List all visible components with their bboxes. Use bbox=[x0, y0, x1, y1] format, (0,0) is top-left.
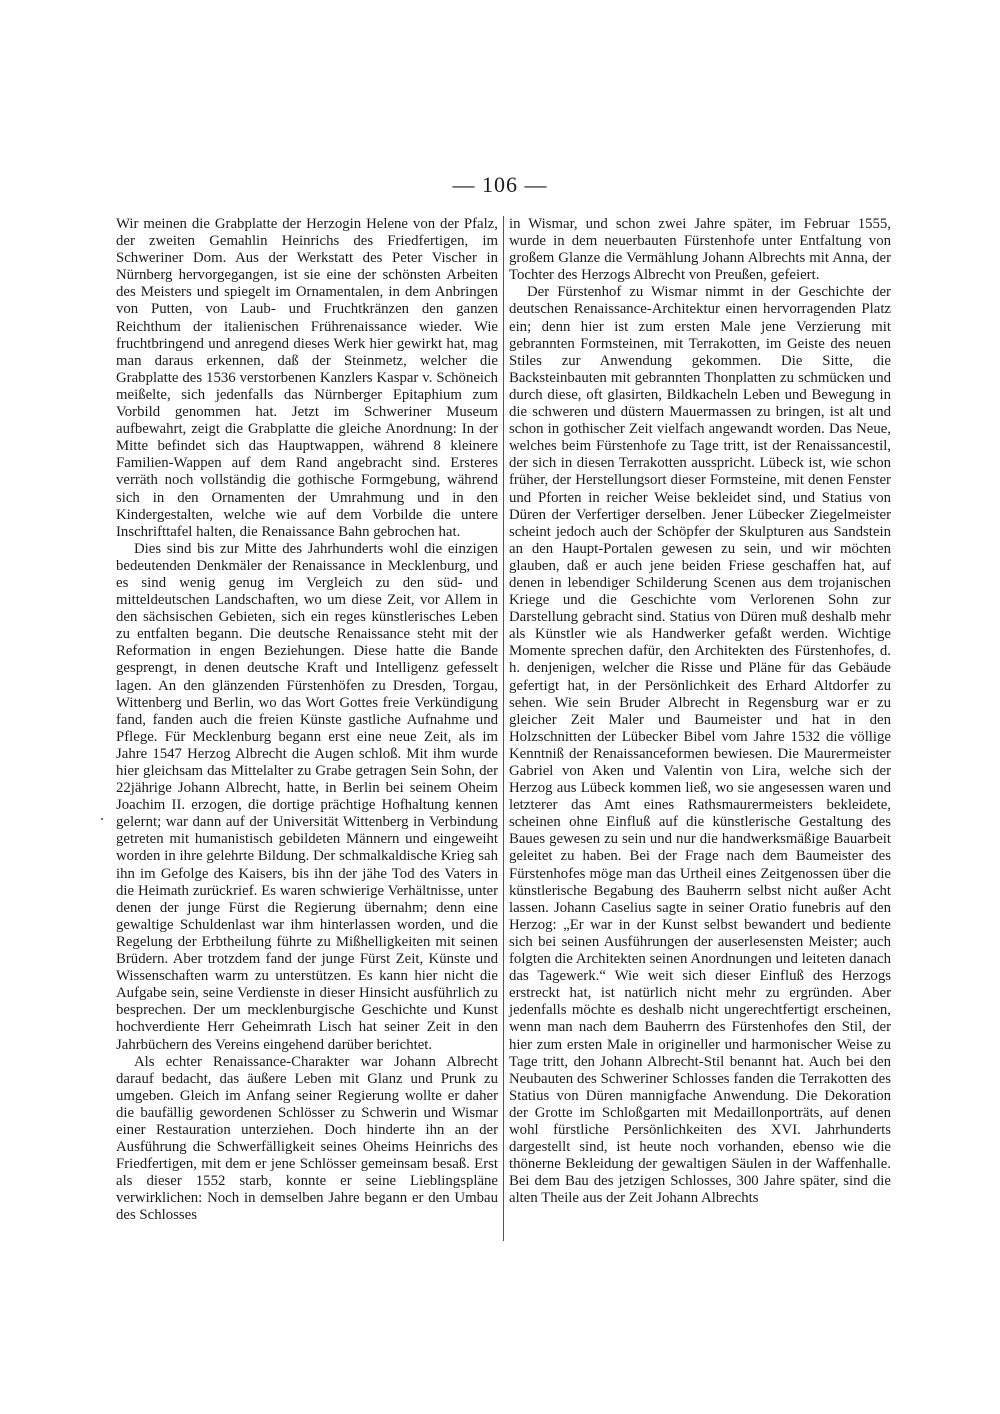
column-divider bbox=[503, 216, 504, 1241]
paragraph: Dies sind bis zur Mitte des Jahrhunderts wohl die einzigen bedeutenden Denkmäler der Renaissance in Mecklenburg, und es sind wenig genug im Vergleich zu den süd- und mitteldeutschen Landschaften, wo um diese Zeit, vor Allem in den sächsischen Gebieten, sich ein reges künstlerisches Leben zu entfalten begann. Die deutsche Renaissance steht mit der Reformation in engen Beziehungen. Diese hatte die Bande gesprengt, in denen deutsche Kraft und Intelligenz gefesselt lagen. An den glänzenden Fürstenhöfen zu Dresden, Torgau, Wittenberg und Berlin, wo das Wort Gottes freie Verkündigung fand, fanden auch die freien Künste gastliche Aufnahme und Pflege. Für Mecklenburg begann erst eine neue Zeit, als im Jahre 1547 Herzog Albrecht die Augen schloß. Mit ihm wurde hier gleichsam das Mittelalter zu Grabe getragen Sein Sohn, der 22jährige Johann Albrecht, hatte, in Berlin bei seinem Oheim Joachim II. erzogen, die dortige prächtige Hofhaltung kennen gelernt; war dann auf der Universität Wittenberg in Verbindung getreten mit humanistisch gebildeten Männern und eingeweiht worden in ihre gelehrte Bildung. Der schmalkaldische Krieg sah ihn im Gefolge des Kaisers, bis ihn der jähe Tod des Vaters in die Heimath zurückrief. Es waren schwierige Verhältnisse, unter denen der junge Fürst die Regierung übernahm; denn eine gewaltige Schuldenlast war ihm hinterlassen worden, und die Regelung der Erbtheilung führte zu Mißhelligkeiten mit seinen Brüdern. Aber trotzdem fand der junge Fürst Zeit, Künste und Wissenschaften warm zu unterstützen. Es kann hier nicht die Aufgabe sein, seine Verdienste in dieser Hinsicht ausführlich zu besprechen. Der um mecklenburgische Geschichte und Kunst hochverdiente Herr Geheimrath Lisch hat seiner Zeit in den Jahrbüchern des Vereins eingehend darüber berichtet. bbox=[116, 540, 498, 1053]
right-column bbox=[509, 216, 891, 1207]
paragraph: in Wismar, und schon zwei Jahre später, im Februar 1555, wurde in dem neuerbauten Fürstenhofe unter Entfaltung von großem Glanze die Vermählung Johann Albrechts mit Anna, der Tochter des Herzogs Albrecht von Preußen, gefeiert. bbox=[509, 216, 891, 284]
margin-mark bbox=[101, 818, 103, 820]
left-column bbox=[116, 216, 498, 1225]
paragraph: Der Fürstenhof zu Wismar nimmt in der Geschichte der deutschen Renaissance-Architektur einen hervorragenden Platz ein; denn hier ist zum ersten Male jene Verzierung mit gebrannten Formsteinen, mit Terrakotten, im Geiste des neuen Stiles zur Anwendung gekommen. Die Sitte, die Backsteinbauten mit gebrannten Thonplatten zu schmücken und durch diese, oft glasirten, Bildkacheln Leben und Bewegung in die schweren und düstern Mauermassen zu bringen, ist alt und schon in gothischer Zeit vielfach angewandt worden. Das Neue, welches beim Fürstenhofe zu Tage tritt, ist der Renaissancestil, der sich in diesen Terrakotten ausspricht. Lübeck ist, wie schon früher, der Herstellungsort dieser Formsteine, mit denen Fenster und Pforten in reicher Weise bekleidet sind, und Statius von Düren der Verfertiger derselben. Jener Lübecker Ziegelmeister scheint jedoch auch der Schöpfer der Skulpturen aus Sandstein an den Haupt-Portalen gewesen zu sein, und wir möchten glauben, daß er auch jene beiden Friese geschaffen hat, auf denen in lebendiger Schilderung Scenen aus dem trojanischen Kriege und die Geschichte vom Verlorenen Sohn zur Darstellung gebracht sind. Statius von Düren muß deshalb mehr als Künstler wie als Handwerker gefaßt werden. Wichtige Momente sprechen dafür, den Architekten des Fürstenhofes, d. h. denjenigen, welcher die Risse und Pläne für das Gebäude gefertigt hat, in der Persönlichkeit des Erhard Altdorfer zu sehen. Wie sein Bruder Albrecht in Regensburg war er zu gleicher Zeit Maler und Baumeister und hat in den Holzschnitten der Lübecker Bibel vom Jahre 1532 die völlige Kenntniß der Renaissanceformen bewiesen. Die Maurermeister Gabriel von Aken und Valentin von Lira, welche sich der Herzog aus Lübeck kommen ließ, wo sie angesessen waren und letzterer das Amt eines Rathsmaurermeisters bekleidete, scheinen ohne Einfluß auf die künstlerische Gestaltung des Baues gewesen zu sein und nur die handwerksmäßige Bauarbeit geleitet zu haben. Bei der Frage nach dem Baumeister des Fürstenhofes möge man das Urtheil eines Zeitgenossen über die künstlerische Begabung des Bauherrn selbst nicht außer Acht lassen. Johann Caselius sagte in seiner Oratio funebris auf den Herzog: „Er war in der Kunst selbst bewandert und bediente sich bei seinen Ausführungen der auserlesensten Meister; auch folgten die Architekten seinen Anordnungen und leiteten danach das Tagewerk.“ Wie weit sich dieser Einfluß des Herzogs erstreckt hat, ist natürlich nicht mehr zu ergründen. Aber jedenfalls möchte es deshalb nicht ungerechtfertigt erscheinen, wenn man nach dem Bauherrn des Fürstenhofes den Stil, der hier zum ersten Male in origineller und harmonischer Weise zu Tage tritt, den Johann Albrecht-Stil benannt hat. Auch bei den Neubauten des Schweriner Schlosses fanden die Terrakotten des Statius von Düren mannigfache Anwendung. Die Dekoration der Grotte im Schloßgarten mit Medaillonporträts, auf denen wohl fürstliche Persönlichkeiten des XVI. Jahrhunderts dargestellt sind, ist heute noch vorhanden, ebenso wie die thönerne Bekleidung der gewaltigen Säulen in der Waffenhalle. Bei dem Bau des jetzigen Schlosses, 300 Jahre später, sind die alten Theile aus der Zeit Johann Albrechts bbox=[509, 284, 891, 1207]
page-number: — 106 — bbox=[452, 172, 548, 197]
paragraph: Wir meinen die Grabplatte der Herzogin Helene von der Pfalz, der zweiten Gemahlin Heinrichs des Friedfertigen, im Schweriner Dom. Aus der Werkstatt des Peter Vischer in Nürnberg hervorgegangen, ist sie eine der schönsten Arbeiten des Meisters und spiegelt im Ornamentalen, in dem Anbringen von Putten, von Laub- und Fruchtkränzen den ganzen Reichthum der italienischen Frührenaissance wieder. Wie fruchtbringend und anregend dieses Werk hier gewirkt hat, mag man daraus erkennen, daß der Steinmetz, welcher die Grabplatte des 1536 verstorbenen Kanzlers Kaspar v. Schöneich meißelte, sich jedenfalls das Nürnberger Epitaphium zum Vorbild genommen hat. Jetzt im Schweriner Museum aufbewahrt, zeigt die Grabplatte die gleiche Anordnung: In der Mitte befindet sich das Hauptwappen, während 8 kleinere Familien-Wappen auf dem Rand angebracht sind. Ersteres verräth noch vollständig die gothische Formgebung, während sich in den Ornamenten der Umrahmung und in den Kindergestalten, welche wie auf dem Vorbilde die untere Inschrifttafel halten, die Renaissance Bahn gebrochen hat. bbox=[116, 216, 498, 540]
paragraph: Als echter Renaissance-Charakter war Johann Albrecht darauf bedacht, das äußere Leben mit Glanz und Prunk zu umgeben. Gleich im Anfang seiner Regierung wollte er daher die baufällig gewordenen Schlösser zu Schwerin und Wismar einer Restauration unterziehen. Doch hinderte ihn an der Ausführung die Schwerfälligkeit seines Oheims Heinrichs des Friedfertigen, mit dem er jene Schlösser gemeinsam besaß. Erst als dieser 1552 starb, konnte er seine Lieblingspläne verwirklichen: Noch in demselben Jahre begann er den Umbau des Schlosses bbox=[116, 1053, 498, 1224]
